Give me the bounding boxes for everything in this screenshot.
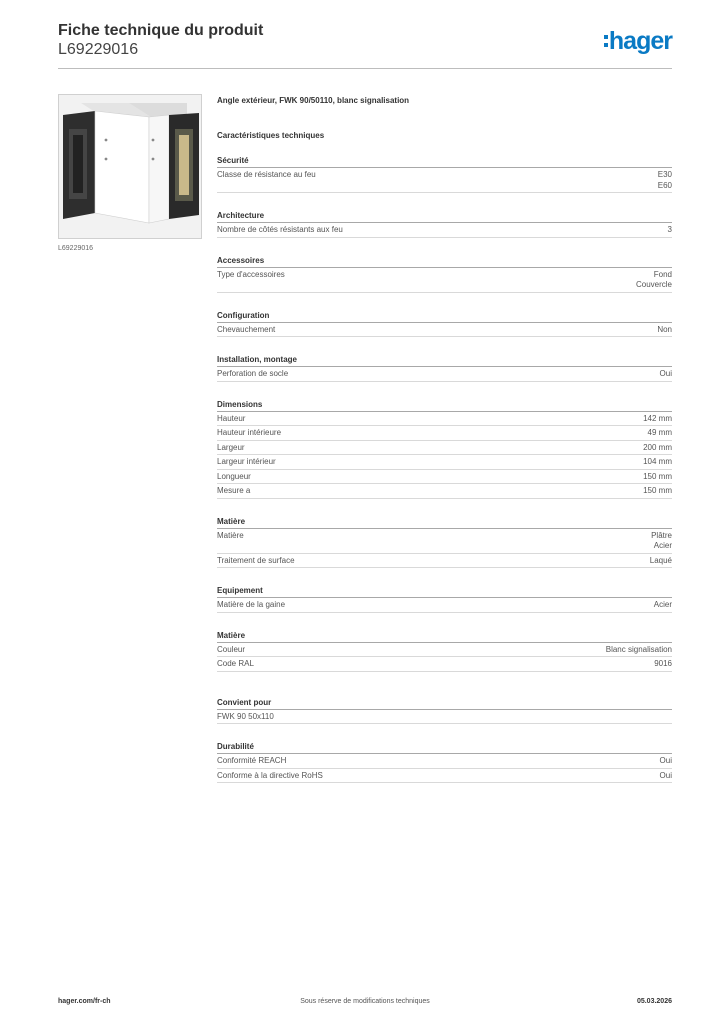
spec-value: 104 mm [643, 457, 672, 466]
section-title: Configuration [217, 311, 672, 323]
spec-value: Laqué [649, 555, 672, 565]
spec-label: Matière de la gaine [217, 600, 286, 609]
spec-section [217, 311, 672, 338]
spec-label: Traitement de surface [217, 555, 295, 565]
section-title: Matière [217, 517, 672, 529]
spec-value: Oui [659, 756, 672, 765]
spec-row [217, 657, 672, 672]
spec-value: 142 mm [643, 413, 672, 423]
spec-values [636, 270, 672, 291]
spec-label: Conforme à la directive RoHS [217, 770, 323, 780]
spec-row [217, 441, 672, 456]
spec-row [217, 367, 672, 382]
spec-row [217, 710, 672, 725]
spec-section [217, 742, 672, 783]
product-description: Angle extérieur, FWK 90/50110, blanc signalisation [217, 96, 410, 105]
spec-row [217, 554, 672, 569]
logo-mark-icon [604, 33, 608, 49]
spec-value: Oui [659, 369, 672, 378]
spec-value: Acier [653, 541, 672, 550]
spec-row [217, 168, 672, 193]
spec-section [217, 631, 672, 672]
spec-label: Classe de résistance au feu [217, 170, 316, 179]
spec-values [654, 600, 672, 611]
spec-value: 49 mm [647, 428, 672, 437]
spec-row [217, 529, 672, 554]
spec-row [217, 455, 672, 470]
spec-label: Matière [217, 530, 244, 540]
spec-values [660, 369, 672, 380]
section-title: Architecture [217, 211, 672, 223]
spec-value: Fond [653, 269, 672, 279]
spec-label: Hauteur intérieure [217, 428, 282, 437]
page-header [58, 22, 672, 68]
spec-section [217, 400, 672, 499]
spec-label: Largeur intérieur [217, 457, 276, 466]
spec-values [648, 428, 672, 439]
page-title: Fiche technique du produit [58, 22, 264, 39]
section-title: Durabilité [217, 742, 672, 754]
spec-value: Non [657, 324, 672, 334]
spec-label: Chevauchement [217, 324, 276, 334]
spec-value: Blanc signalisation [605, 644, 672, 654]
spec-content [217, 96, 672, 783]
spec-value: 200 mm [643, 442, 672, 452]
footer-website[interactable]: hager.com/fr-ch [58, 998, 111, 1005]
spec-value: 9016 [654, 659, 672, 668]
spec-section [217, 355, 672, 382]
spec-row [217, 643, 672, 658]
spec-row [217, 598, 672, 613]
spec-values [654, 659, 672, 670]
spec-values [643, 486, 672, 497]
spec-values [643, 457, 672, 468]
spec-label: Couleur [217, 644, 246, 654]
spec-label: Largeur [217, 442, 245, 452]
spec-section [217, 256, 672, 293]
spec-values [657, 325, 672, 336]
section-title: Equipement [217, 586, 672, 598]
spec-row [217, 754, 672, 769]
footer-notice: Sous réserve de modifications techniques [300, 998, 430, 1005]
spec-values [660, 771, 672, 782]
spec-row [217, 426, 672, 441]
section-title: Sécurité [217, 156, 672, 168]
spec-value: Plâtre [651, 530, 672, 540]
spec-values [650, 556, 672, 567]
spec-values [658, 170, 672, 191]
spec-row [217, 323, 672, 338]
spec-row [217, 470, 672, 485]
section-title: Accessoires [217, 256, 672, 268]
spec-row [217, 484, 672, 499]
section-title: Matière [217, 631, 672, 643]
page-footer [58, 998, 672, 1010]
logo-text: hager [608, 27, 672, 55]
spec-section [217, 517, 672, 569]
section-title: Dimensions [217, 400, 672, 412]
spec-section [217, 586, 672, 613]
spec-value: E60 [657, 180, 672, 190]
spec-row [217, 769, 672, 784]
header-divider [58, 68, 672, 69]
spec-value: Oui [659, 770, 672, 780]
spec-section [217, 211, 672, 238]
spec-label: Type d'accessoires [217, 269, 285, 279]
hager-logo[interactable] [604, 28, 672, 54]
spec-label: FWK 90 50x110 [217, 711, 274, 721]
spec-values [643, 414, 672, 425]
spec-values [660, 756, 672, 767]
tech-heading: Caractéristiques techniques [217, 131, 325, 140]
spec-value: 150 mm [643, 486, 672, 495]
spec-value: E30 [657, 170, 672, 179]
section-title: Convient pour [217, 698, 672, 710]
spec-label: Hauteur [217, 413, 246, 423]
duct-angle-icon [59, 95, 202, 239]
spec-label: Conformité REACH [217, 756, 287, 765]
spec-row [217, 223, 672, 238]
product-image [58, 94, 202, 239]
spec-row [217, 268, 672, 293]
section-title: Installation, montage [217, 355, 672, 367]
spec-value: 150 mm [643, 471, 672, 481]
spec-label: Code RAL [217, 659, 254, 668]
spec-values [643, 472, 672, 483]
spec-row [217, 412, 672, 427]
spec-values [668, 225, 672, 236]
spec-label: Nombre de côtés résistants aux feu [217, 225, 343, 234]
spec-sections [217, 156, 672, 783]
footer-date: 05.03.2026 [636, 998, 672, 1005]
spec-label: Mesure a [217, 486, 251, 495]
spec-value: 3 [667, 225, 672, 234]
spec-label: Perforation de socle [217, 369, 289, 378]
spec-value: Acier [653, 600, 672, 609]
product-reference: L69229016 [58, 41, 139, 58]
spec-values [651, 531, 672, 552]
spec-values [643, 443, 672, 454]
spec-value: Couvercle [635, 280, 672, 289]
spec-label: Longueur [217, 471, 251, 481]
image-caption: L69229016 [58, 245, 94, 252]
spec-values [606, 645, 672, 656]
spec-section [217, 156, 672, 193]
spec-section [217, 698, 672, 725]
